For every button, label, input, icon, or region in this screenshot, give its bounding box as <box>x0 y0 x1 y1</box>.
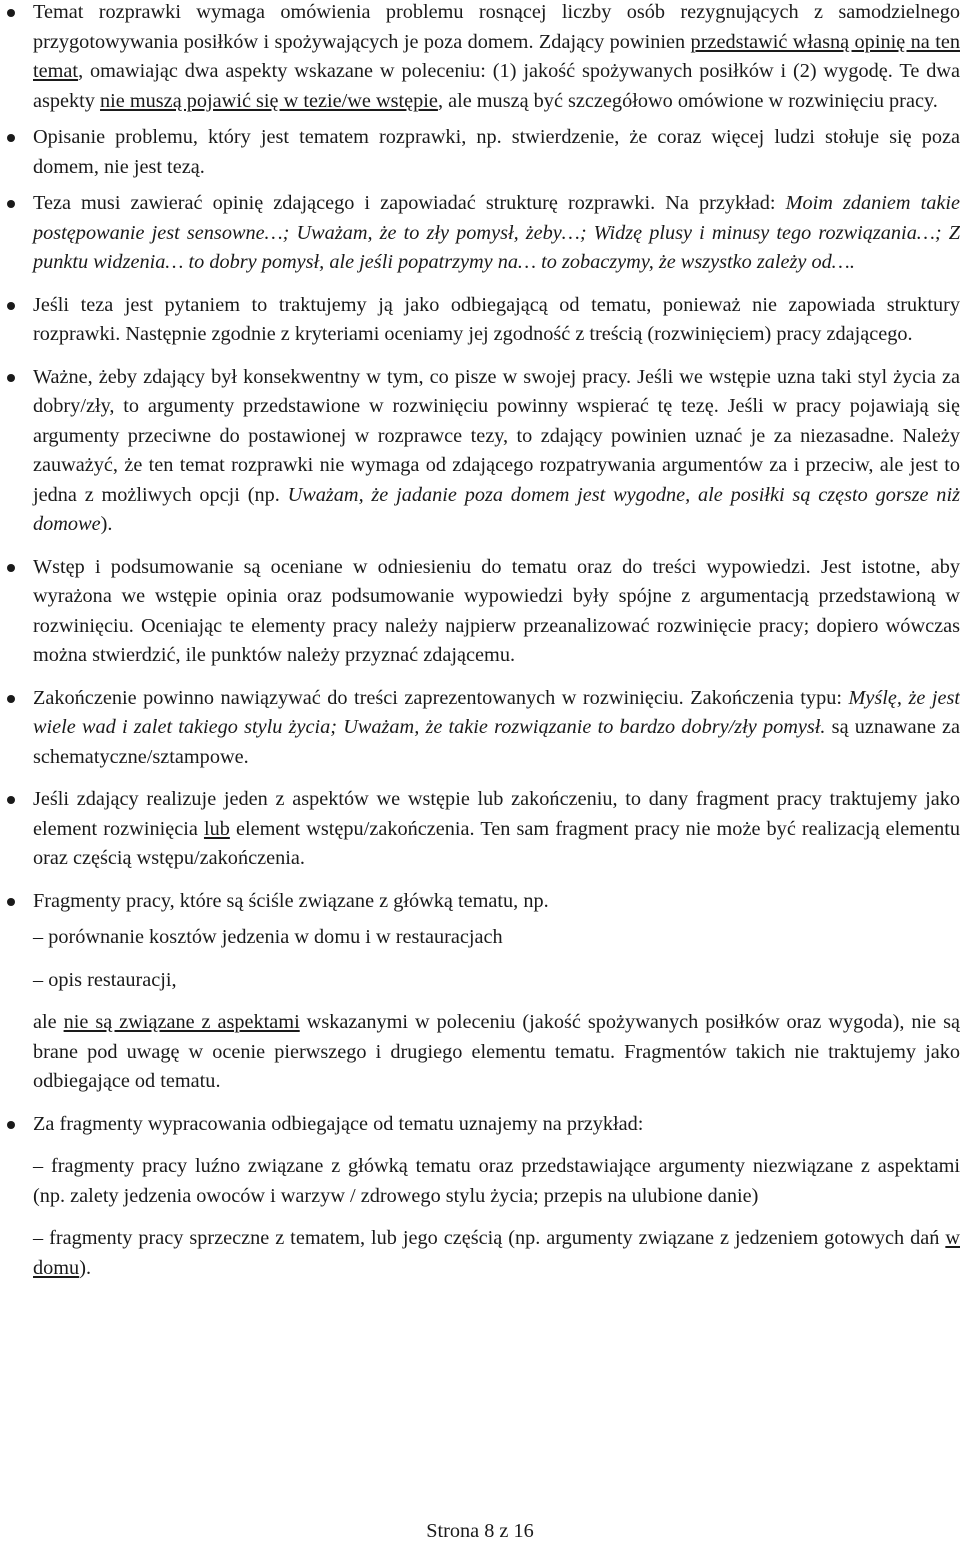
text-segment: – fragmenty pracy luźno związane z główką tematu oraz przedstawiające argumenty niezwiązane z aspektami (np. zalety jedzenia owoców i warzyw / zdrowego stylu życia; przepis na ulubione danie) <box>33 1155 960 1207</box>
text-segment: – fragmenty pracy sprzeczne z tematem, lub jego częścią (np. argumenty związane z jedzeniem gotowych dań <box>33 1227 946 1249</box>
text-segment: Zakończenie powinno nawiązywać do treści zaprezentowanych w rozwinięciu. Zakończenia typu: <box>33 686 849 709</box>
text-segment: – opis restauracji, <box>33 968 177 991</box>
text-segment: – porównanie kosztów jedzenia w domu i w restauracjach <box>33 926 503 948</box>
sub-item-dash-1 <box>0 923 960 953</box>
text-segment: Wstęp i podsumowanie są oceniane w odniesieniu do tematu oraz do treści wypowiedzi. Jest istotne, aby wyrażona we wstępie opinia oraz podsumowanie wypowiedzi były spójne z argumentacją przedstawioną w rozwinięciu. Oceniając te elementy pracy należy najpierw przeanalizować rozwinięcie pracy; dopiero wówczas można stwierdzić, ile punktów należy przyznać zdającemu. <box>33 555 960 666</box>
bullet-dot <box>7 134 15 142</box>
text-segment: Ważne, żeby zdający był konsekwentny w tym, co pisze w swojej pracy. Jeśli we wstępie uzna taki styl życia za dobry/zły, to argumenty przedstawione w rozwinięciu powinny wspierać tę tezę. Jeśli w pracy pojawiają się argumenty przeciwne do postawionej w rozprawce tezy, to zdający powinien uznać je za niezasadne. Należy zauważyć, że ten temat rozprawki nie wymaga od zdającego rozpatrywania argumentów za i przeciw, ale jest to jedna z możliwych opcji (np. <box>33 365 960 506</box>
bullet-dot <box>7 200 15 208</box>
text-segment: element wstępu/zakończenia. Ten sam fragment pracy nie może być realizacją elementu oraz częścią wstępu/zakończenia. <box>33 817 960 869</box>
bullet-dot <box>7 1121 15 1129</box>
bullet-item-3 <box>0 189 960 278</box>
bullet-dot <box>7 302 15 310</box>
bullet-dot <box>7 796 15 804</box>
text-segment: Temat rozprawki wymaga omówienia problemu rosnącej liczby osób rezygnujących z samodzielnego przygotowywania posiłków i spożywających je poza domem. Zdający powinien <box>33 1 960 53</box>
bullet-item-1 <box>0 0 960 116</box>
text-segment: ale <box>33 1011 64 1033</box>
text-segment: , omawiając dwa aspekty wskazane w poleceniu: (1) jakość spożywanych posiłków i (2) wygodę. Te dwa aspekty <box>33 60 960 112</box>
underlined-phrase: przedstawić własną opinię na ten temat <box>33 30 960 82</box>
underlined-phrase: w domu <box>33 1227 960 1279</box>
sub-item-dash-4 <box>0 1224 960 1283</box>
bullet-item-8 <box>0 785 960 874</box>
bullet-dot <box>7 9 15 17</box>
bullet-item-2 <box>0 123 960 182</box>
text-segment: Teza musi zawierać opinię zdającego i zapowiadać strukturę rozprawki. Na przykład: <box>33 192 786 214</box>
text-segment: Opisanie problemu, który jest tematem rozprawki, np. stwierdzenie, że coraz więcej ludzi stołuje się poza domem, nie jest tezą. <box>33 126 960 178</box>
sub-item-dash-3 <box>0 1152 960 1211</box>
text-segment: wskazanymi w poleceniu (jakość spożywanych posiłków oraz wygoda), nie są brane pod uwagę w ocenie pierwszego i drugiego elementu tematu. Fragmentów takich nie traktujemy jako odbiegające od tematu. <box>33 1011 960 1092</box>
bullet-item-9 <box>0 887 960 917</box>
text-segment: ). <box>79 1256 92 1279</box>
text-segment: Za fragmenty wypracowania odbiegające od tematu uznajemy na przykład: <box>33 1112 644 1135</box>
underlined-word: lub <box>203 817 230 840</box>
underlined-phrase: nie są związane z aspektami <box>63 1011 300 1033</box>
bullet-dot <box>7 898 15 906</box>
bullet-item-7 <box>0 684 960 773</box>
bullet-dot <box>7 374 15 382</box>
text-segment: Fragmenty pracy, które są ściśle związane z główką tematu, np. <box>33 889 549 912</box>
bullet-item-5 <box>0 363 960 540</box>
text-segment: ). <box>100 513 113 535</box>
text-segment: są uznawane za schematyczne/sztampowe. <box>33 716 960 768</box>
italic-examples: Moim zdaniem takie postępowanie jest sensowne…; Uważam, że to zły pomysł, żeby…; Widzę plusy i minusy tego rozwiązania…; Z punktu widzenia… to dobry pomysł, ale jeśli popatrzymy na… to zobaczymy, że wszystko zależy od…. <box>33 192 960 273</box>
bullet-item-10 <box>0 1110 960 1140</box>
sub-item-dash-2 <box>0 966 960 996</box>
bullet-item-6 <box>0 553 960 671</box>
text-segment: Jeśli zdający realizuje jeden z aspektów we wstępie lub zakończeniu, to dany fragment pracy traktujemy jako element rozwinięcia <box>33 788 960 840</box>
italic-examples: Myślę, że jest wiele wad i zalet takiego stylu życia; Uważam, że takie rozwiązanie to bardzo dobry/zły pomysł. <box>33 686 960 738</box>
underlined-phrase: nie muszą pojawić się w tezie/we wstępie <box>100 89 438 112</box>
text-segment: Jeśli teza jest pytaniem to traktujemy ją jako odbiegającą od tematu, ponieważ nie zapowiada struktury rozprawki. Następnie zgodnie z kryteriami oceniamy jej zgodność z treścią (rozwinięciem) pracy zdającego. <box>33 293 960 345</box>
bullet-dot <box>7 564 15 572</box>
text-segment: , ale muszą być szczegółowo omówione w rozwinięciu pracy. <box>437 89 938 112</box>
bullet-item-4 <box>0 291 960 350</box>
italic-example: Uważam, że jadanie poza domem jest wygodne, ale posiłki są często gorsze niż domowe <box>33 483 960 535</box>
bullet-dot <box>7 695 15 703</box>
sub-item-continuation <box>0 1008 960 1097</box>
page-number: Strona 8 z 16 <box>426 1520 534 1542</box>
